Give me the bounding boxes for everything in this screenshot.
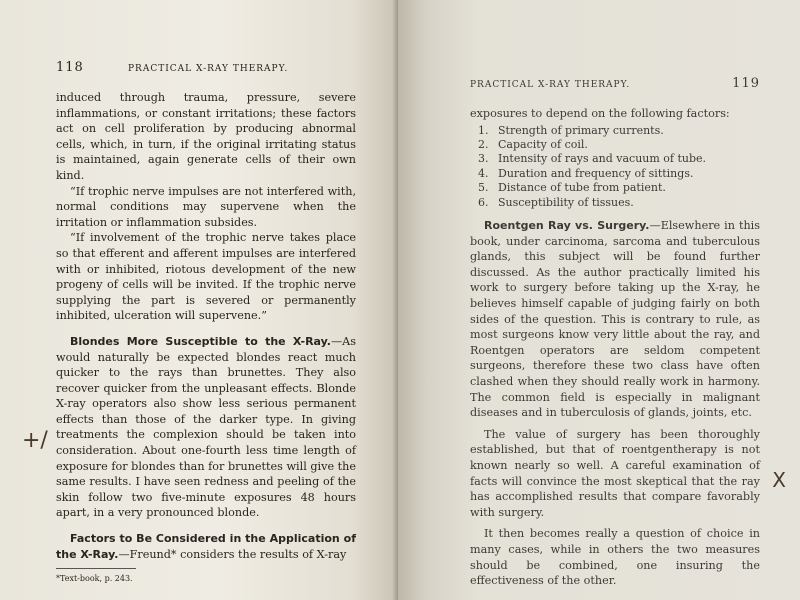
handwritten-margin-mark: X [772,468,786,492]
left-page [0,0,398,600]
right-page-number: 119 [732,76,760,91]
section-body: —As would naturally be expected blondes react much quicker to the rays than brunettes. They also recover quicker from the unpleasant effects. Blonde X-ray operators also show less serious permanent effects than those of the darker type. In giving treatments the complexion should be taken into consideration. About one-fourth less time length of exposure for blondes than for brunettes will give the same results. I have seen redness and peeling of the skin follow two five-minute exposures 48 hours apart, in a very pronounced blonde. [56,334,356,520]
list-item: 2. Capacity of coil. [478,138,588,151]
section-heading: Factors to Be Considered in the Application of the X-Ray. [56,532,356,561]
list-item: 4. Duration and frequency of sittings. [478,166,694,180]
footnote-divider [56,568,136,569]
section-blondes [56,334,356,521]
paragraph: The value of surgery has been thoroughly established, but that of roentgentherapy is not known nearly so well. A careful examination of facts will convince the most skeptical that the ray has accomplished results that compare favorably with surgery. [470,427,760,519]
section-factors [56,531,356,562]
paragraph: “If trophic nerve impulses are not interfered with, normal conditions may supervene when the irritation or inflammation subsides. [56,184,356,229]
section-body: —Freund* considers the results of X-ray [118,547,347,561]
section-heading: Roentgen Ray vs. Surgery. [484,219,650,233]
paragraph: induced through trauma, pressure, severe inflammations, or constant irritations; these factors act on cell proliferation by producing abnormal cells, which, in turn, if the original irritating status is maintained, again generate cells of their own kind. [56,91,356,182]
right-page-body [470,106,760,589]
section-surgery [470,218,760,421]
paragraph: “If involvement of the trophic nerve takes place so that efferent and afferent impulses are interfered with or inhibited, riotous development of the new progeny of cells will be invited. If the trophic nerve supplying the part is severed or permanently inhibited, ulceration will supervene.” [56,231,356,323]
list-item: 6. Susceptibility of tissues. [478,195,634,209]
paragraph: It then becomes really a question of choice in many cases, while in others the two measures should be combined, one insuring the effectiveness of the other. [470,527,760,588]
right-page-header [470,76,760,98]
left-running-title: PRACTICAL X-RAY THERAPY. [128,64,289,74]
right-page [398,0,800,600]
right-running-title: PRACTICAL X-RAY THERAPY. [470,80,631,90]
list-item: 3. Intensity of rays and vacuum of tube. [478,152,707,166]
list-item: 1. Strength of primary currents. [478,123,664,137]
section-body: —Elsewhere in this book, under carcinoma, sarcoma and tuberculous glands, this subject will be found further discussed. As the author practically limited his work to surgery before taking up the X-ray, he believes himself capable of judging fairly on both sides of the question. This is contrary to rule, as most surgeons know very little about the ray, and Roentgen operators are seldom competent surgeons, therefore these two class have often clashed when they should really work in harmony. The common field is especially in malignant diseases and in tuberculosis of glands, joints, etc. [470,219,760,420]
left-page-body [56,90,356,587]
footnote: *Text-book, p. 243. [56,574,133,584]
factors-list [470,124,760,210]
list-item: 5. Distance of tube from patient. [478,181,666,195]
left-page-number: 118 [56,60,84,75]
left-page-header [56,60,356,82]
section-heading: Blondes More Susceptible to the X-Ray. [70,334,331,348]
paragraph: exposures to depend on the following factors: [470,107,730,120]
handwritten-margin-mark: +/ [22,428,48,453]
